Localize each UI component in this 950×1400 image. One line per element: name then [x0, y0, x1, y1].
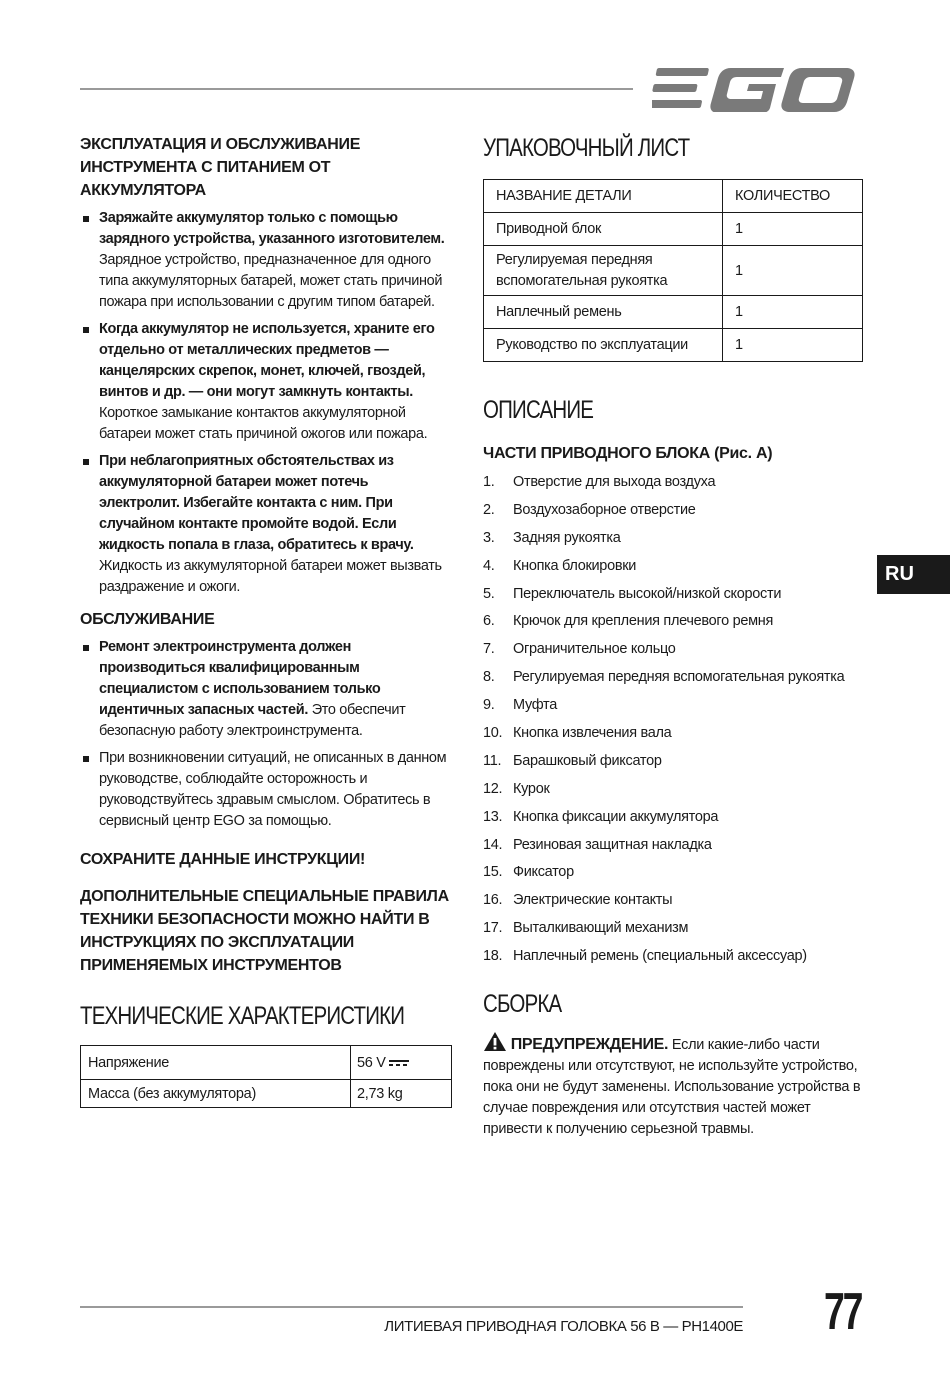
column-header: НАЗВАНИЕ ДЕТАЛИ: [484, 180, 723, 213]
item-text: Крючок для крепления плечевого ремня: [513, 613, 774, 630]
table-row: [81, 1046, 452, 1080]
item-number: 18.: [483, 948, 503, 965]
list-item: [483, 720, 863, 748]
item-text: Переключатель высокой/низкой скорости: [513, 585, 782, 602]
table-row: [81, 1080, 452, 1108]
item-text: Кнопка фиксации аккумулятора: [513, 808, 719, 825]
item-text: Ограничительное кольцо: [513, 641, 676, 658]
list-item: [483, 776, 863, 804]
item-number: 17.: [483, 920, 503, 937]
item-text: Воздухозаборное отверстие: [513, 501, 696, 518]
item-number: 14.: [483, 836, 503, 853]
spec-label: Масса (без аккумулятора): [81, 1080, 351, 1108]
item-text: Жидкость из аккумуляторной батареи может вызвать раздражение и ожоги.: [99, 558, 442, 595]
list-item: [483, 636, 863, 664]
item-bold: Когда аккумулятор не используется, храните его отдельно от металлических предметов — канцелярских скрепок, монет, ключей, гвоздей, винтов и др. — они могут замкнуть контакты.: [99, 321, 435, 400]
warning-label: ПРЕДУПРЕЖДЕНИЕ.: [510, 1036, 669, 1054]
part-name: Руководство по эксплуатации: [484, 329, 723, 362]
parts-list: [483, 469, 863, 971]
list-item: [483, 832, 863, 860]
left-column: [80, 133, 452, 1108]
list-item: [483, 748, 863, 776]
item-number: 12.: [483, 780, 503, 797]
ego-logo: [652, 64, 862, 112]
footer-title: ЛИТИЕВАЯ ПРИВОДНАЯ ГОЛОВКА 56 В — PH1400E: [384, 1318, 743, 1335]
list-item: [483, 692, 863, 720]
item-text: Курок: [513, 780, 550, 797]
item-number: 8.: [483, 669, 495, 686]
table-header-row: [484, 180, 863, 213]
list-item: [483, 915, 863, 943]
footer-rule: [80, 1306, 743, 1308]
part-name: Наплечный ремень: [484, 296, 723, 329]
item-text: Регулируемая передняя вспомогательная рукоятка: [513, 669, 845, 686]
column-header: КОЛИЧЕСТВО: [723, 180, 863, 213]
list-item: [483, 497, 863, 525]
bullet-icon: [83, 756, 89, 762]
item-text: Кнопка блокировки: [513, 557, 637, 574]
language-tab: RU: [877, 555, 950, 594]
list-item: [483, 469, 863, 497]
item-text: Муфта: [513, 697, 557, 714]
item-bold: Ремонт электроинструмента должен производиться квалифицированным специалистом с использованием только идентичных запасных частей.: [99, 639, 381, 718]
item-text: Барашковый фиксатор: [513, 752, 662, 769]
item-text: Задняя рукоятка: [513, 529, 621, 546]
item-number: 3.: [483, 529, 495, 546]
list-item: [80, 748, 452, 832]
item-number: 6.: [483, 613, 495, 630]
table-row: [484, 213, 863, 246]
table-row: [484, 329, 863, 362]
specs-heading: ТЕХНИЧЕСКИЕ ХАРАКТЕРИСТИКИ: [80, 1002, 405, 1030]
item-text: При возникновении ситуаций, не описанных в данном руководстве, соблюдайте осторожность и руководствуйтесь здравым смыслом. Обратитесь в сервисный центр EGO за помощью.: [99, 750, 447, 829]
list-item: [80, 319, 452, 445]
list-item: [483, 553, 863, 581]
parts-heading: ЧАСТИ ПРИВОДНОГО БЛОКА (Рис. А): [483, 445, 773, 462]
spec-value: [351, 1046, 452, 1080]
spec-label: Напряжение: [81, 1046, 351, 1080]
item-bold: При неблагоприятных обстоятельствах из аккумуляторной батареи может потечь электролит. Избегайте контакта с ним. При случайном контакте промойте водой. Если жидкость попала в глаза, обратитесь к врачу.: [99, 453, 414, 553]
packing-list-heading: УПАКОВОЧНЫЙ ЛИСТ: [483, 134, 690, 162]
list-item: [483, 664, 863, 692]
list-item: [483, 608, 863, 636]
list-item: [483, 581, 863, 609]
header-rule: [80, 88, 633, 90]
item-number: 1.: [483, 474, 495, 490]
assembly-heading: СБОРКА: [483, 990, 562, 1019]
bullet-icon: [83, 645, 89, 651]
item-number: 10.: [483, 725, 503, 742]
description-heading: ОПИСАНИЕ: [483, 396, 594, 424]
list-item: [483, 859, 863, 887]
list-item: [483, 943, 863, 971]
part-name: Регулируемая передняя вспомогательная рукоятка: [484, 246, 723, 296]
part-qty: 1: [723, 329, 863, 362]
spec-value: 2,73 kg: [351, 1080, 452, 1108]
item-number: 13.: [483, 808, 503, 825]
item-text: Резиновая защитная накладка: [513, 836, 712, 853]
part-qty: 1: [723, 296, 863, 329]
right-column: [483, 133, 863, 1140]
item-text: Кнопка извлечения вала: [513, 725, 672, 742]
item-number: 7.: [483, 641, 495, 658]
list-item: [80, 451, 452, 598]
item-text: Зарядное устройство, предназначенное для одного типа аккумуляторных батарей, может стать причиной пожара при использовании с другим типом батарей.: [99, 252, 443, 310]
page-number: 77: [824, 1283, 862, 1341]
item-text: Это обеспечит безопасную работу электроинструмента.: [99, 702, 406, 739]
list-item: [80, 208, 452, 313]
list-item: [80, 637, 452, 742]
item-number: 11.: [483, 752, 502, 769]
battery-care-list: [80, 208, 452, 598]
service-list: [80, 637, 452, 832]
list-item: [483, 887, 863, 915]
item-number: 4.: [483, 557, 495, 574]
item-number: 15.: [483, 864, 503, 881]
warning-block: [483, 1031, 863, 1140]
warning-icon: [483, 1031, 507, 1052]
item-text: Электрические контакты: [513, 892, 673, 909]
part-name: Приводной блок: [484, 213, 723, 246]
item-bold: Заряжайте аккумулятор только с помощью зарядного устройства, указанного изготовителем.: [99, 210, 445, 247]
battery-care-heading: ЭКСПЛУАТАЦИЯ И ОБСЛУЖИВАНИЕ ИНСТРУМЕНТА С ПИТАНИЕМ ОТ АККУМУЛЯТОРА: [80, 136, 361, 199]
dc-symbol-icon: [389, 1060, 409, 1066]
extra-rules-heading: ДОПОЛНИТЕЛЬНЫЕ СПЕЦИАЛЬНЫЕ ПРАВИЛА ТЕХНИКИ БЕЗОПАСНОСТИ МОЖНО НАЙТИ В ИНСТРУКЦИЯХ ПО ЭКСПЛУАТАЦИИ ПРИМЕНЯЕМЫХ ИНСТРУМЕНТОВ: [80, 888, 449, 974]
item-text: Отверстие для выхода воздуха: [513, 474, 716, 490]
item-number: 5.: [483, 585, 495, 602]
item-text: Фиксатор: [513, 864, 574, 881]
item-text: Наплечный ремень (специальный аксессуар): [513, 948, 807, 965]
item-number: 2.: [483, 501, 495, 518]
warning-text: Если какие-либо части повреждены или отсутствуют, не используйте устройство, пока они не будут заменены. Использование устройства в случае повреждения или отсутствия частей может привести к получению серьезной травмы.: [483, 1037, 861, 1138]
list-item: [483, 525, 863, 553]
item-number: 16.: [483, 892, 503, 909]
bullet-icon: [83, 327, 89, 333]
table-row: [484, 246, 863, 296]
packing-table: [483, 179, 863, 362]
spec-value-text: 56 V: [357, 1054, 386, 1071]
specs-table: [80, 1045, 452, 1108]
part-qty: 1: [723, 246, 863, 296]
item-text: Выталкивающий механизм: [513, 920, 689, 937]
save-instructions-heading: СОХРАНИТЕ ДАННЫЕ ИНСТРУКЦИИ!: [80, 851, 366, 868]
list-item: [483, 804, 863, 832]
table-row: [484, 296, 863, 329]
part-qty: 1: [723, 213, 863, 246]
bullet-icon: [83, 459, 89, 465]
item-number: 9.: [483, 697, 495, 714]
item-text: Короткое замыкание контактов аккумуляторной батареи может стать причиной ожогов или пожара.: [99, 405, 428, 442]
bullet-icon: [83, 216, 89, 222]
service-heading: ОБСЛУЖИВАНИЕ: [80, 611, 215, 628]
